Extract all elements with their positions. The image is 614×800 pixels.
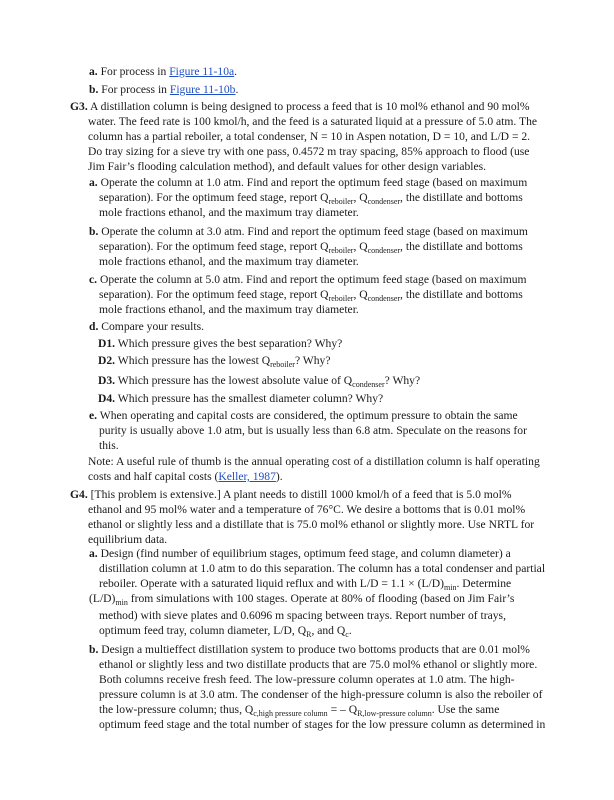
subscript: c,high pressure column [253,709,328,718]
part-prefix: e. [89,409,98,422]
keller-1987-link[interactable]: Keller, 1987 [218,470,276,483]
g3-d3 [98,373,568,388]
part-prefix: b. [89,225,99,238]
g3-d2 [98,353,568,368]
subpart-text: ? Why? [384,374,421,387]
part-prefix: b. [89,643,99,656]
part-line: Operate the column at 3.0 atm. Find and report the optimum feed stage (based on maximum [101,225,528,238]
g3-note [88,454,572,484]
part-line: mole fractions ethanol, and the maximum tray diameter. [99,303,359,316]
note-line: costs and half capital costs ( [88,470,219,483]
part-text: , and Q [311,624,346,637]
part-line: method) with sieve plates and 0.6096 m spacing between trays. Report number of trays, [99,609,506,622]
part-line: separation). For the optimum feed stage, report Q [99,191,329,204]
g3-part-a [89,175,581,220]
intro-line-5: Jim Fair’s flooding calculation method), and default values for other design variables. [88,160,487,173]
g3-part-e [89,408,581,453]
note-text: ). [275,470,283,483]
part-text: . Determine [456,577,512,590]
intro-line-2: ethanol and 95 mol% water and a temperature of 76°C. We desire a bottoms that is 0.01 mol% [88,503,526,516]
part-prefix: a. [89,547,98,560]
part-line: mole fractions ethanol, and the maximum tray diameter. [99,206,359,219]
part-line: pressure column is at 3.0 atm. The condenser of the high-pressure column is also the reboiler of [99,688,543,701]
part-line: Design (find number of equilibrium stages, optimum feed stage, and column diameter) a [100,547,511,560]
subscript: R [306,630,312,639]
g3-part-c [89,272,581,317]
g3-part-d [89,319,581,334]
subscript: reboiler [270,360,295,369]
part-text: from simulations with 100 stages. Operate at 80% of flooding (based on Jim Fair’s [127,592,515,605]
intro-line-1: A distillation column is being designed to process a feed that is 10 mol% ethanol and 90 mol% [89,100,530,113]
part-line: When operating and capital costs are considered, the optimum pressure to obtain the same [99,409,518,422]
subscript: reboiler [328,197,354,206]
intro-line-1: [This problem is extensive.] A plant needs to distill 1000 kmol/h of a feed that is 5.0 mol% [90,488,512,501]
g3-d4 [98,391,568,406]
subscript: c [345,630,349,639]
subpart-label: D4. [98,392,116,405]
part-line: optimum feed tray, column diameter, L/D, Q [99,624,307,637]
part-line: distillation column at 1.0 atm to do this separation. The column has a total condenser and partial [99,562,546,575]
item-prefix: b. [89,83,99,96]
problem-label: G3. [70,100,88,113]
punct: . [235,83,239,96]
part-line: Design a multieffect distillation system to produce two bottoms products that are 0.01 mol% [101,643,530,656]
subpart-label: D1. [98,337,116,350]
subpart-label: D2. [98,354,116,367]
part-line: ethanol or slightly less and two distillate products that are 75.0 mol% ethanol or slightly more. [99,658,538,671]
problem-label: G4. [70,488,88,501]
part-text: . Use the same [431,703,500,716]
note-line: Note: A useful rule of thumb is the annual operating cost of a distillation column is half operating [88,455,540,468]
part-text: , the distillate and bottoms [400,288,523,301]
intro-line-3: ethanol or slightly less and a distillate that is 75.0 mol% ethanol or slightly more. Use NRTL for [88,518,535,531]
g3-d1 [98,336,568,351]
part-text: . [348,624,352,637]
part-text: = – Q [327,703,358,716]
part-prefix: c. [89,273,98,286]
part-line: mole fractions ethanol, and the maximum tray diameter. [99,255,359,268]
part-line: (L/D) [89,592,116,605]
part-line: this. [99,439,119,452]
punct: . [234,65,238,78]
problem-g4 [70,487,588,547]
part-text: , Q [353,240,368,253]
intro-line-3: column has a partial reboiler, a total condenser, N = 10 in Aspen notation, D = 10, and L/D = 2. [88,130,531,143]
part-line: Compare your results. [101,320,204,333]
subscript: reboiler [328,294,354,303]
subscript: min [115,598,128,607]
subscript: condenser [367,294,401,303]
part-text: , the distillate and bottoms [400,191,523,204]
subscript: min [444,583,457,592]
subscript: condenser [367,246,401,255]
part-text: , the distillate and bottoms [400,240,523,253]
subpart-text: ? Why? [294,354,331,367]
subscript: R,low-pressure column [357,709,432,718]
subscript: condenser [367,197,401,206]
part-line: purity is usually above 1.0 atm, but is usually less than 6.8 atm. Speculate on the reasons for [99,424,527,437]
part-prefix: a. [89,176,98,189]
figure-11-10b-link[interactable]: Figure 11-10b [169,83,236,96]
intro-line-4: equilibrium data. [88,533,168,546]
subscript: reboiler [328,246,354,255]
item-text: For process in [101,83,167,96]
subscript: condenser [352,380,385,389]
g4-part-a [89,546,581,638]
subpart-text: Which pressure has the lowest Q [117,354,271,367]
part-line: separation). For the optimum feed stage, report Q [99,240,329,253]
line-4-wrap [89,591,515,608]
item-prefix: a. [89,65,98,78]
problem-g3 [70,99,588,174]
part-line: Operate the column at 1.0 atm. Find and report the optimum feed stage (based on maximum [100,176,528,189]
subpart-label: D3. [98,374,116,387]
subpart-text: Which pressure has the smallest diameter column? Why? [117,392,384,405]
intro-line-2: water. The feed rate is 100 kmol/h, and the feed is a saturated liquid at a pressure of 5.0 atm. The [88,115,538,128]
part-prefix: d. [89,320,99,333]
part-line: separation). For the optimum feed stage, report Q [99,288,329,301]
part-text: , Q [353,288,368,301]
part-line: Both columns receive fresh feed. The low-pressure column operates at 1.0 atm. The high- [99,673,515,686]
intro-line-4: Do tray sizing for a sieve try with one pass, 0.4572 m tray spacing, 85% approach to flood (use [88,145,530,158]
part-text: , Q [353,191,368,204]
g4-part-b [89,642,581,732]
subpart-text: Which pressure gives the best separation? Why? [117,337,343,350]
part-line: Operate the column at 5.0 atm. Find and report the optimum feed stage (based on maximum [99,273,527,286]
part-line: the low-pressure column; thus, Q [99,703,254,716]
part-line: optimum feed stage and the total number of stages for the low pressure column as determined in [99,718,546,731]
list-item-b [89,82,581,97]
figure-11-10a-link[interactable]: Figure 11-10a [169,65,235,78]
g3-part-b [89,224,581,269]
subpart-text: Which pressure has the lowest absolute value of Q [117,374,353,387]
part-line: reboiler. Operate with a saturated liquid reflux and with L/D = 1.1 × (L/D) [99,577,445,590]
item-text: For process in [100,65,167,78]
list-item-a [89,64,581,79]
